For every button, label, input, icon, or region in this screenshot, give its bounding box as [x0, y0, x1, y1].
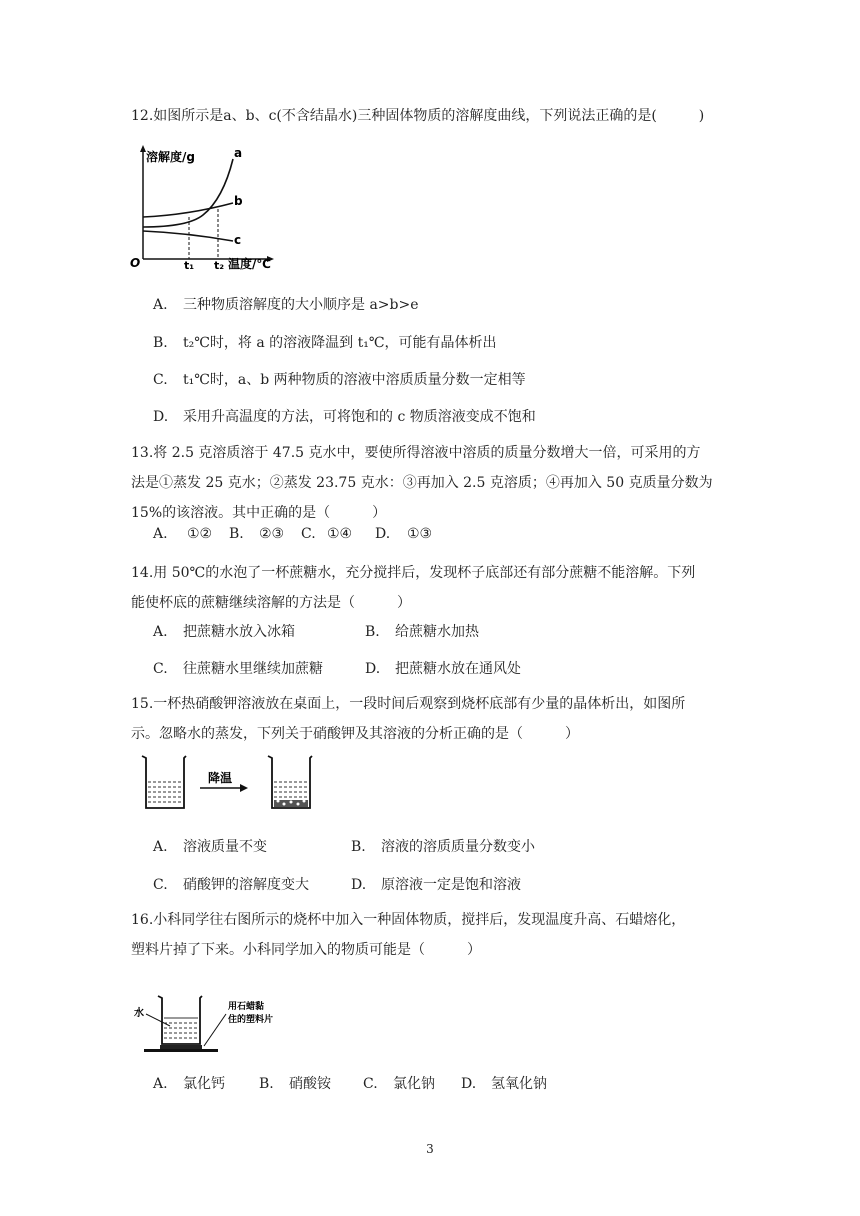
- q13-stem: [131, 438, 731, 528]
- q13-option-d: ①③: [407, 526, 433, 542]
- q15-option-a-label: A.: [153, 839, 168, 855]
- q15-line1: 15.一杯热硝酸钾溶液放在桌面上，一段时间后观察到烧杯底部有少量的晶体析出，如图所: [131, 696, 686, 712]
- q14-options-row2: [153, 658, 521, 678]
- q15-option-d: 原溶液一定是饱和溶液: [381, 877, 521, 893]
- q16-options: [153, 1073, 547, 1093]
- water-label: 水: [134, 1008, 144, 1019]
- q14-option-d-label: D.: [365, 661, 381, 677]
- q13-option-b: ②③: [259, 526, 285, 542]
- page-number: 3: [426, 1142, 434, 1156]
- cooling-beaker-diagram: [138, 752, 328, 814]
- graph-t1: t₁: [184, 259, 195, 271]
- q13-line1: 13.将 2.5 克溶质溶于 47.5 克水中，要使所得溶液中溶质的质量分数增大一倍，可采用的方: [131, 445, 701, 461]
- curve-b: [143, 203, 233, 217]
- wax-plate-beaker-diagram: [130, 992, 280, 1062]
- q15-option-c-label: C.: [153, 877, 168, 893]
- q16-option-d-label: D.: [461, 1076, 477, 1092]
- q14-option-b: 给蔗糖水加热: [395, 624, 479, 640]
- q16-option-d: 氢氧化钠: [491, 1076, 547, 1092]
- q13-option-c: ①④: [327, 526, 353, 542]
- q12-option-a: A. 三种物质溶解度的大小顺序是 a>b>e: [153, 297, 419, 313]
- q16-line2: 塑料片掉了下来。小科同学加入的物质可能是（ ）: [131, 942, 481, 958]
- q12-option-d: D. 采用升高温度的方法，可将饱和的 c 物质溶液变成不饱和: [153, 409, 536, 425]
- q13-option-a: ①②: [187, 526, 213, 542]
- q14-option-c: 往蔗糖水里继续加蔗糖: [183, 661, 323, 677]
- q15-line2: 示。忽略水的蒸发，下列关于硝酸钾及其溶液的分析正确的是（ ）: [131, 726, 579, 742]
- q16-option-c-label: C.: [363, 1076, 378, 1092]
- q15-option-a: 溶液质量不变: [183, 839, 267, 855]
- q15-options-row1: [153, 836, 535, 856]
- q16-stem: [131, 905, 731, 965]
- q12-stem: 12.如图所示是a、b、c(不含结晶水)三种固体物质的溶解度曲线，下列说法正确的是( ): [131, 108, 705, 124]
- graph-t2: t₂: [214, 259, 225, 271]
- curve-b-label: b: [234, 194, 243, 208]
- q14-options-row1: [153, 621, 479, 641]
- q14-stem: [131, 558, 731, 618]
- q16-option-c: 氯化钠: [393, 1076, 435, 1092]
- q14-line1: 14.用 50℃的水泡了一杯蔗糖水，充分搅拌后，发现杯子底部还有部分蔗糖不能溶解。下列: [131, 565, 696, 581]
- q13-option-b-label: B.: [229, 526, 244, 542]
- q15-option-b-label: B.: [351, 839, 366, 855]
- q15-option-b: 溶液的溶质质量分数变小: [381, 839, 535, 855]
- q16-option-b-label: B.: [259, 1076, 274, 1092]
- q13-option-d-label: D.: [375, 526, 391, 542]
- curve-c-label: c: [234, 233, 242, 247]
- q13-option-c-label: C.: [301, 526, 316, 542]
- graph-ylabel: 溶解度/g: [146, 150, 195, 164]
- q15-options-row2: [153, 874, 521, 894]
- q15-option-d-label: D.: [351, 877, 367, 893]
- q13-options: [153, 526, 432, 542]
- q14-line2: 能使杯底的蔗糖继续溶解的方法是（ ）: [131, 595, 411, 611]
- q13-option-a-label: A.: [153, 526, 168, 542]
- q16-option-a-label: A.: [153, 1076, 168, 1092]
- graph-origin: O: [130, 256, 141, 270]
- q14-option-a-label: A.: [153, 624, 168, 640]
- q15-option-c: 硝酸钾的溶解度变大: [183, 877, 309, 893]
- solubility-curve-graph: [128, 141, 278, 271]
- q16-option-a: 氯化钙: [183, 1076, 225, 1092]
- graph-xlabel: 温度/℃: [228, 257, 271, 271]
- q14-option-b-label: B.: [365, 624, 380, 640]
- plate-label-line1: 用石蜡黏: [228, 1002, 265, 1012]
- q13-line3: 15%的该溶液。其中正确的是（ ）: [131, 505, 387, 521]
- q12-option-b: B. t₂℃时，将 a 的溶液降温到 t₁℃，可能有晶体析出: [153, 335, 497, 351]
- q16-line1: 16.小科同学往右图所示的烧杯中加入一种固体物质，搅拌后，发现温度升高、石蜡熔化，: [131, 912, 686, 928]
- q14-option-d: 把蔗糖水放在通风处: [395, 661, 521, 677]
- q14-option-a: 把蔗糖水放入冰箱: [183, 624, 295, 640]
- plate-label-line2: 住的塑料片: [228, 1015, 274, 1025]
- curve-c: [143, 231, 233, 241]
- q14-option-c-label: C.: [153, 661, 168, 677]
- arrow-label: 降温: [208, 771, 233, 785]
- q12-option-c: C. t₁℃时，a、b 两种物质的溶液中溶质质量分数一定相等: [153, 372, 526, 388]
- q15-stem: [131, 689, 731, 749]
- q13-line2: 法是①蒸发 25 克水；②蒸发 23.75 克水：③再加入 2.5 克溶质；④再加入 50 克质量分数为: [131, 475, 713, 491]
- q16-option-b: 硝酸铵: [289, 1076, 331, 1092]
- curve-a-label: a: [234, 146, 243, 160]
